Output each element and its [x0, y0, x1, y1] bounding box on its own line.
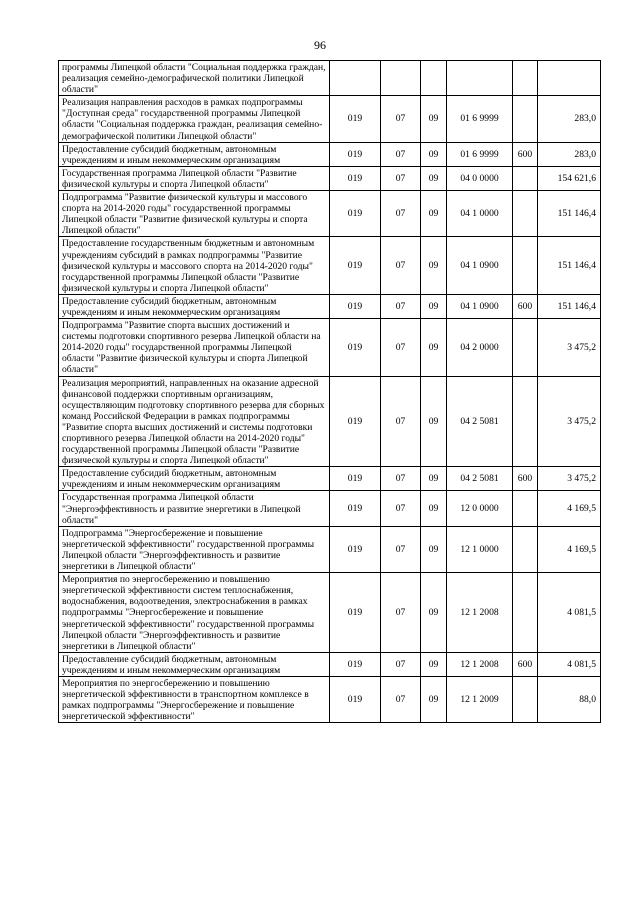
target-article-code: 01 6 9999 [447, 96, 513, 142]
section-code: 07 [381, 237, 421, 294]
expense-type-code [513, 491, 538, 526]
ministry-code: 019 [330, 467, 381, 491]
target-article-code: 12 1 2009 [447, 676, 513, 722]
subsection-code: 09 [421, 467, 447, 491]
expense-type-code [513, 319, 538, 376]
ministry-code: 019 [330, 96, 381, 142]
amount: 4 081,5 [538, 573, 601, 653]
row-description: Предоставление субсидий бюджетным, автономным учреждениям и иным некоммерческим организациям [59, 142, 330, 166]
amount: 88,0 [538, 676, 601, 722]
target-article-code: 04 2 0000 [447, 319, 513, 376]
row-description: программы Липецкой области "Социальная поддержка граждан, реализация семейно-демографической политики Липецкой области" [59, 61, 330, 96]
ministry-code: 019 [330, 376, 381, 467]
row-description: Мероприятия по энергосбережению и повышению энергетической эффективности систем теплоснабжения, водоснабжения, водоотведения, электроснабжения в рамках подпрограммы "Энергосбережение и повышение энергетической эффективности" государственной программы Липецкой области "Энергоэффективность и развитие энергетики в Липецкой области" [59, 573, 330, 653]
ministry-code: 019 [330, 491, 381, 526]
amount: 3 475,2 [538, 467, 601, 491]
ministry-code: 019 [330, 166, 381, 190]
target-article-code: 01 6 9999 [447, 142, 513, 166]
expense-type-code: 600 [513, 294, 538, 318]
ministry-code: 019 [330, 319, 381, 376]
table-row [59, 467, 601, 491]
ministry-code: 019 [330, 294, 381, 318]
subsection-code: 09 [421, 166, 447, 190]
target-article-code: 04 1 0900 [447, 237, 513, 294]
subsection-code: 09 [421, 191, 447, 237]
section-code: 07 [381, 142, 421, 166]
amount: 151 146,4 [538, 191, 601, 237]
amount: 3 475,2 [538, 319, 601, 376]
subsection-code: 09 [421, 376, 447, 467]
expense-type-code: 600 [513, 467, 538, 491]
expense-type-code [513, 61, 538, 96]
table-row [59, 676, 601, 722]
subsection-code: 09 [421, 96, 447, 142]
expense-type-code [513, 376, 538, 467]
section-code: 07 [381, 96, 421, 142]
table-row [59, 319, 601, 376]
ministry-code: 019 [330, 237, 381, 294]
subsection-code: 09 [421, 142, 447, 166]
table-row [59, 142, 601, 166]
table-row [59, 526, 601, 572]
table-row [59, 191, 601, 237]
expense-type-code [513, 191, 538, 237]
budget-table-body [59, 61, 601, 723]
row-description: Подпрограмма "Развитие физической культуры и массового спорта на 2014-2020 годы" государственной программы Липецкой области "Развитие физической культуры и спорта Липецкой области" [59, 191, 330, 237]
section-code: 07 [381, 491, 421, 526]
target-article-code: 12 1 2008 [447, 652, 513, 676]
ministry-code: 019 [330, 676, 381, 722]
page-number: 96 [314, 38, 326, 52]
section-code: 07 [381, 166, 421, 190]
expense-type-code [513, 573, 538, 653]
section-code: 07 [381, 526, 421, 572]
amount: 4 081,5 [538, 652, 601, 676]
section-code: 07 [381, 573, 421, 653]
amount: 151 146,4 [538, 294, 601, 318]
row-description: Реализация мероприятий, направленных на оказание адресной финансовой поддержки спортивным организациям, осуществляющим подготовку спортивного резерва для сборных команд Российской Федерации в рамках подпрограммы "Развитие спорта высших достижений и системы подготовки спортивного резерва Липецкой области на 2014-2020 годы" государственной программы Липецкой области "Развитие физической культуры и спорта Липецкой области" [59, 376, 330, 467]
amount: 4 169,5 [538, 491, 601, 526]
ministry-code: 019 [330, 526, 381, 572]
section-code: 07 [381, 676, 421, 722]
target-article-code [447, 61, 513, 96]
section-code: 07 [381, 294, 421, 318]
expense-type-code [513, 526, 538, 572]
amount: 4 169,5 [538, 526, 601, 572]
target-article-code: 12 1 0000 [447, 526, 513, 572]
target-article-code: 12 0 0000 [447, 491, 513, 526]
section-code: 07 [381, 319, 421, 376]
subsection-code: 09 [421, 237, 447, 294]
target-article-code: 04 0 0000 [447, 166, 513, 190]
expense-type-code [513, 676, 538, 722]
amount: 283,0 [538, 142, 601, 166]
row-description: Мероприятия по энергосбережению и повышению энергетической эффективности в транспортном комплексе в рамках подпрограммы "Энергосбережение и повышение энергетической эффективности" [59, 676, 330, 722]
table-row [59, 166, 601, 190]
ministry-code: 019 [330, 142, 381, 166]
subsection-code: 09 [421, 573, 447, 653]
expense-type-code: 600 [513, 142, 538, 166]
amount [538, 61, 601, 96]
ministry-code: 019 [330, 652, 381, 676]
target-article-code: 04 2 5081 [447, 467, 513, 491]
row-description: Подпрограмма "Развитие спорта высших достижений и системы подготовки спортивного резерва Липецкой области на 2014-2020 годы" государственной программы Липецкой области "Развитие физической культуры и спорта Липецкой области" [59, 319, 330, 376]
amount: 154 621,6 [538, 166, 601, 190]
row-description: Государственная программа Липецкой области "Развитие физической культуры и спорта Липецкой области" [59, 166, 330, 190]
table-row [59, 96, 601, 142]
table-row [59, 237, 601, 294]
target-article-code: 04 1 0900 [447, 294, 513, 318]
row-description: Государственная программа Липецкой области "Энергоэффективность и развитие энергетики в Липецкой области" [59, 491, 330, 526]
expense-type-code: 600 [513, 652, 538, 676]
amount: 151 146,4 [538, 237, 601, 294]
subsection-code: 09 [421, 319, 447, 376]
section-code: 07 [381, 467, 421, 491]
section-code: 07 [381, 652, 421, 676]
ministry-code: 019 [330, 191, 381, 237]
ministry-code: 019 [330, 573, 381, 653]
subsection-code: 09 [421, 491, 447, 526]
section-code [381, 61, 421, 96]
subsection-code [421, 61, 447, 96]
section-code: 07 [381, 191, 421, 237]
row-description: Предоставление субсидий бюджетным, автономным учреждениям и иным некоммерческим организациям [59, 652, 330, 676]
ministry-code [330, 61, 381, 96]
section-code: 07 [381, 376, 421, 467]
expense-type-code [513, 96, 538, 142]
subsection-code: 09 [421, 652, 447, 676]
table-row [59, 491, 601, 526]
target-article-code: 04 2 5081 [447, 376, 513, 467]
subsection-code: 09 [421, 294, 447, 318]
subsection-code: 09 [421, 676, 447, 722]
row-description: Реализация направления расходов в рамках подпрограммы "Доступная среда" государственной программы Липецкой области "Социальная поддержка граждан, реализация семейно-демографической политики Липецкой области" [59, 96, 330, 142]
table-row [59, 376, 601, 467]
target-article-code: 12 1 2008 [447, 573, 513, 653]
table-row [59, 652, 601, 676]
table-row [59, 294, 601, 318]
budget-table [58, 60, 601, 723]
amount: 283,0 [538, 96, 601, 142]
subsection-code: 09 [421, 526, 447, 572]
row-description: Подпрограмма "Энергосбережение и повышение энергетической эффективности" государственной программы Липецкой области "Энергоэффективность и развитие энергетики в Липецкой области" [59, 526, 330, 572]
amount: 3 475,2 [538, 376, 601, 467]
expense-type-code [513, 166, 538, 190]
expense-type-code [513, 237, 538, 294]
table-row [59, 573, 601, 653]
target-article-code: 04 1 0000 [447, 191, 513, 237]
row-description: Предоставление субсидий бюджетным, автономным учреждениям и иным некоммерческим организациям [59, 467, 330, 491]
table-row [59, 61, 601, 96]
row-description: Предоставление государственным бюджетным и автономным учреждениям субсидий в рамках подпрограммы "Развитие физической культуры и массового спорта на 2014-2020 годы" государственной программы Липецкой области "Развитие физической культуры и спорта Липецкой области" [59, 237, 330, 294]
row-description: Предоставление субсидий бюджетным, автономным учреждениям и иным некоммерческим организациям [59, 294, 330, 318]
